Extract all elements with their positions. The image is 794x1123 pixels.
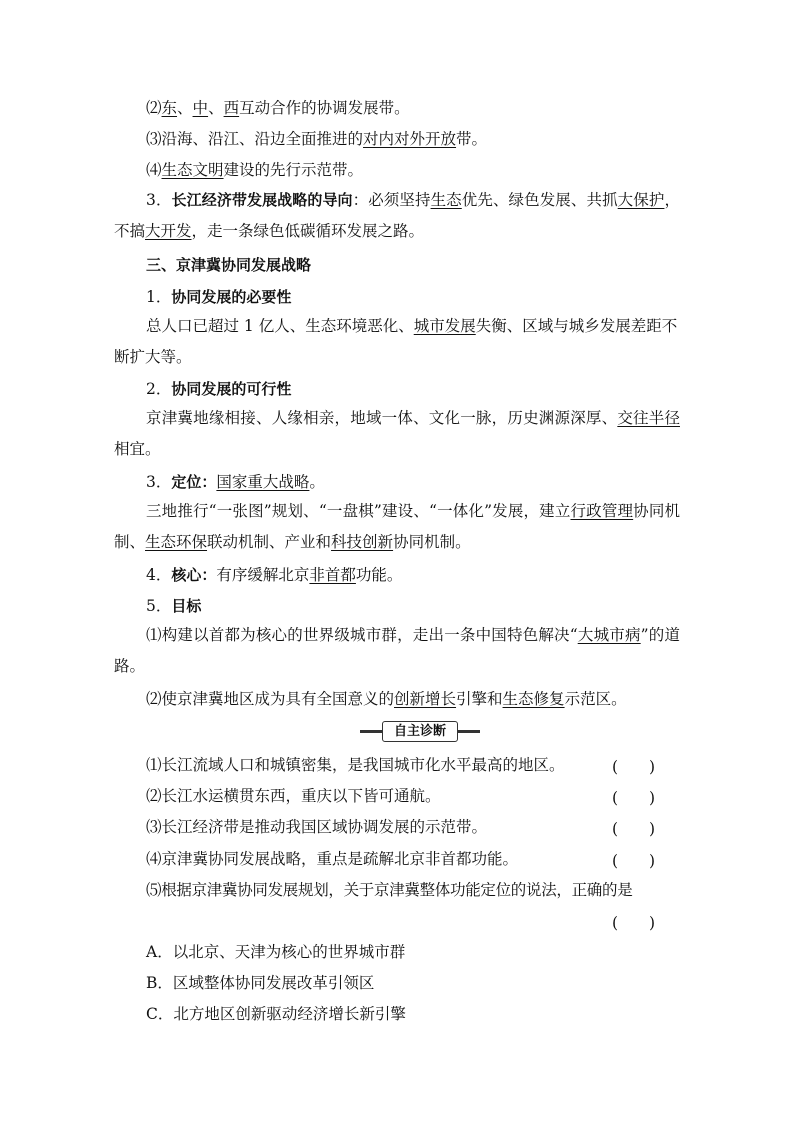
text-line xyxy=(146,98,794,120)
banner-rule-left xyxy=(360,730,382,733)
underlined-term: 科技创新 xyxy=(331,533,394,551)
paragraph xyxy=(114,403,680,465)
underlined-term: 大城市病 xyxy=(577,626,641,644)
question-5 xyxy=(146,880,794,902)
question-text: ⑷京津冀协同发展战略，重点是疏解北京非首都功能。 xyxy=(146,850,519,868)
text: 。 xyxy=(309,473,325,491)
text: ，不搞 xyxy=(114,191,680,240)
text: 协同机制、 xyxy=(114,502,680,551)
text: 引擎和 xyxy=(456,690,503,708)
answer-blank[interactable]: ( ) xyxy=(612,914,656,932)
text: ”的道路。 xyxy=(114,626,680,675)
subheading xyxy=(146,596,794,618)
section-number: 3． xyxy=(146,191,172,209)
underlined-term: 城市发展 xyxy=(413,317,476,335)
underlined-term: 生态文明 xyxy=(161,161,224,179)
paragraph xyxy=(114,496,680,558)
answer-blank[interactable]: ( ) xyxy=(612,852,656,870)
heading-text: 三、京津冀协同发展战略 xyxy=(146,256,312,274)
section-number: 3． xyxy=(146,473,172,491)
underlined-term: 生态 xyxy=(430,191,462,209)
text: 相宜。 xyxy=(114,440,161,458)
text-line xyxy=(146,689,794,711)
answer-blank[interactable]: ( ) xyxy=(612,820,656,838)
text: ⑵使京津冀地区成为具有全国意义的 xyxy=(146,690,395,708)
question-2 xyxy=(146,786,794,808)
text: 示范区。 xyxy=(564,690,627,708)
self-diagnosis-banner xyxy=(360,720,480,742)
text: ⑴构建以首都为核心的世界级城市群，走出一条中国特色解决“ xyxy=(146,626,578,644)
banner-rule-right xyxy=(458,730,480,733)
text: 优先、绿色发展、共抓 xyxy=(461,191,618,209)
question-text: ⑵长江水运横贯东西，重庆以下皆可通航。 xyxy=(146,787,441,805)
text: 建设的先行示范带。 xyxy=(223,161,364,179)
punctuation: 、 xyxy=(208,99,224,117)
bold-heading: 协同发展的可行性 xyxy=(171,380,292,398)
bold-heading: 协同发展的必要性 xyxy=(171,288,292,306)
text: 总人口已超过 1 亿人、生态环境恶化、 xyxy=(146,317,414,335)
section-number: 2． xyxy=(146,380,172,398)
item-marker: ⑷ xyxy=(146,161,162,179)
question-1 xyxy=(146,755,794,777)
section-number: 1． xyxy=(146,288,172,306)
question-text: ⑸根据京津冀协同发展规划，关于京津冀整体功能定位的说法，正确的是 xyxy=(146,881,633,899)
text: 功能。 xyxy=(355,566,403,584)
underlined-term: 中 xyxy=(192,99,209,117)
underlined-term: 大开发 xyxy=(145,222,192,240)
answer-blank[interactable]: ( ) xyxy=(612,789,656,807)
punctuation: 、 xyxy=(177,99,193,117)
text: 互动合作的协调发展带。 xyxy=(239,99,410,117)
text: 联动机制、产业和 xyxy=(207,533,332,551)
question-3 xyxy=(146,817,794,839)
text: 带。 xyxy=(456,130,488,148)
bold-heading: 定位： xyxy=(171,473,217,491)
banner-label: 自主诊断 xyxy=(382,721,458,742)
underlined-term: 大保护 xyxy=(617,191,665,209)
text: 三地推行“一张图”规划、“一盘棋”建设、“一体化”发展，建立 xyxy=(146,502,571,520)
section-number: 4． xyxy=(146,566,172,584)
option-c[interactable] xyxy=(146,1004,794,1026)
item-marker: ⑵ xyxy=(146,99,162,117)
bold-heading: 目标 xyxy=(171,597,202,615)
section-heading xyxy=(146,255,794,277)
paragraph xyxy=(114,311,680,373)
text: ，走一条绿色低碳循环发展之路。 xyxy=(191,222,425,240)
option-b[interactable] xyxy=(146,973,794,995)
underlined-term: 对内对外开放 xyxy=(363,130,457,148)
question-text: ⑶长江经济带是推动我国区域协调发展的示范带。 xyxy=(146,818,488,836)
underlined-term: 行政管理 xyxy=(570,502,634,520)
subheading xyxy=(146,287,794,309)
text: 京津冀地缘相接、人缘相亲，地域一体、文化一脉，历史渊源深厚、 xyxy=(146,409,618,427)
question-4 xyxy=(146,849,794,871)
option-text: B．区域整体协同发展改革引领区 xyxy=(146,974,375,992)
subheading xyxy=(146,565,794,587)
underlined-term: 西 xyxy=(223,99,240,117)
underlined-term: 生态环保 xyxy=(145,533,208,551)
option-a[interactable] xyxy=(146,942,794,964)
question-text: ⑴长江流域人口和城镇密集，是我国城市化水平最高的地区。 xyxy=(146,756,565,774)
answer-blank[interactable]: ( ) xyxy=(612,758,656,776)
text: ：必须坚持 xyxy=(352,191,431,209)
text-line xyxy=(146,129,794,151)
underlined-term: 国家重大战略 xyxy=(216,473,310,491)
underlined-term: 创新增长 xyxy=(394,690,457,708)
underlined-term: 东 xyxy=(161,99,178,117)
bold-heading: 长江经济带发展战略的导向 xyxy=(171,191,353,209)
subheading xyxy=(146,379,794,401)
subheading xyxy=(146,472,794,494)
underlined-term: 交往半径 xyxy=(617,409,680,427)
option-text: A．以北京、天津为核心的世界城市群 xyxy=(146,943,406,961)
text: 有序缓解北京 xyxy=(216,566,310,584)
underlined-term: 生态修复 xyxy=(502,690,565,708)
paragraph xyxy=(114,620,680,682)
text: ⑶沿海、沿江、沿边全面推进的 xyxy=(146,130,364,148)
paragraph xyxy=(114,185,680,247)
text: 协同机制。 xyxy=(393,533,471,551)
underlined-term: 非首都 xyxy=(309,566,356,584)
bold-heading: 核心： xyxy=(171,566,217,584)
section-number: 5． xyxy=(146,597,172,615)
text: 失衡、区域与城乡发展差距不断扩大等。 xyxy=(114,317,678,366)
text-line xyxy=(146,160,794,182)
option-text: C．北方地区创新驱动经济增长新引擎 xyxy=(146,1005,406,1023)
